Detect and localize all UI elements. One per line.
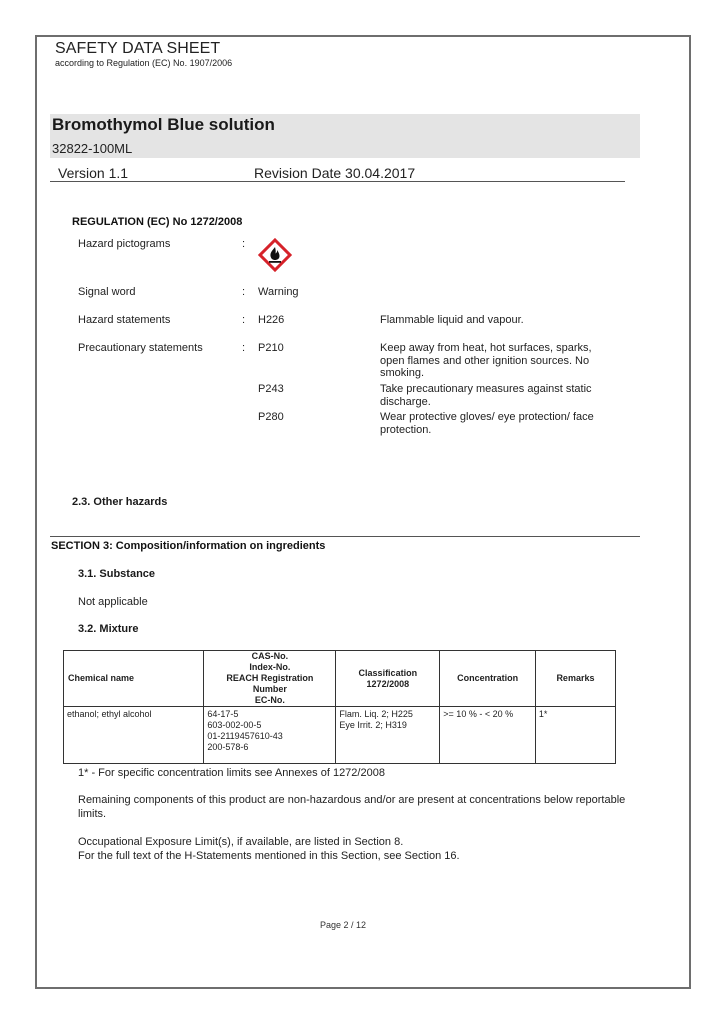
- hazard-code: H226: [258, 314, 285, 326]
- precaution-text: Take precautionary measures against static discharge.: [380, 383, 592, 408]
- colon: :: [242, 342, 246, 354]
- table-header-row: [64, 651, 616, 707]
- page-number: Page 2 / 12: [320, 920, 367, 930]
- header-reach-number: Number: [252, 684, 287, 694]
- footnote: 1* - For specific concentration limits see Annexes of 1272/2008: [78, 767, 385, 779]
- signal-word-label: Signal word: [78, 286, 136, 298]
- reach-number: 01-2119457610-43: [207, 731, 283, 741]
- hazard-text: Flammable liquid and vapour.: [380, 314, 524, 326]
- header-identifiers: [204, 651, 336, 707]
- table-row: [64, 707, 616, 764]
- header-classification-line: 1272/2008: [366, 678, 410, 689]
- precaution-code: P210: [258, 342, 284, 354]
- header-classification: [336, 651, 440, 707]
- cell-concentration: >= 10 % - < 20 %: [440, 707, 536, 764]
- colon: :: [242, 314, 246, 326]
- h-statements-text: For the full text of the H-Statements mentioned in this Section, see Section 16.: [78, 850, 460, 862]
- precaution-text: Wear protective gloves/ eye protection/ face protection.: [380, 411, 594, 436]
- mixture-heading: 3.2. Mixture: [78, 623, 139, 635]
- ec-number: 200-578-6: [207, 742, 249, 752]
- precaution-code: P280: [258, 411, 284, 423]
- section-divider: [50, 536, 640, 537]
- oel-text: Occupational Exposure Limit(s), if available, are listed in Section 8.: [78, 836, 404, 848]
- header-concentration: Concentration: [440, 651, 536, 707]
- precaution-code: P243: [258, 383, 284, 395]
- colon: :: [242, 286, 246, 298]
- classification-line: Eye Irrit. 2; H319: [339, 720, 407, 730]
- cell-classification: [336, 707, 440, 764]
- other-hazards-heading: 2.3. Other hazards: [72, 496, 168, 508]
- remaining-components-text: Remaining components of this product are non-hazardous and/or are present at concentrations below reportable limits.: [78, 794, 626, 820]
- hazard-statements-label: Hazard statements: [78, 314, 171, 326]
- document-title: SAFETY DATA SHEET: [55, 40, 221, 57]
- cell-chemical-name: ethanol; ethyl alcohol: [64, 707, 204, 764]
- classification-line: Flam. Liq. 2; H225: [339, 709, 413, 719]
- colon: :: [242, 238, 246, 250]
- substance-text: Not applicable: [78, 596, 148, 608]
- header-classification-line: Classification: [358, 667, 418, 678]
- header-ec: EC-No.: [254, 695, 285, 705]
- composition-table: [63, 650, 616, 764]
- substance-heading: 3.1. Substance: [78, 568, 156, 580]
- cas-number: 64-17-5: [207, 709, 239, 719]
- header-divider: [50, 181, 625, 182]
- header-index: Index-No.: [249, 662, 291, 672]
- header-remarks: Remarks: [535, 651, 615, 707]
- document-subtitle: according to Regulation (EC) No. 1907/2006: [55, 58, 233, 68]
- product-name: Bromothymol Blue solution: [52, 115, 275, 134]
- flame-icon: [258, 238, 292, 272]
- product-code: 32822-100ML: [52, 141, 133, 156]
- cell-remarks: 1*: [535, 707, 615, 764]
- section-3-title: SECTION 3: Composition/information on ingredients: [51, 540, 326, 552]
- revision-date: Revision Date 30.04.2017: [254, 165, 416, 181]
- cell-identifiers: [204, 707, 336, 764]
- regulation-title: REGULATION (EC) No 1272/2008: [72, 216, 243, 228]
- header-reach: REACH Registration: [226, 673, 314, 683]
- pictograms-label: Hazard pictograms: [78, 238, 171, 250]
- precautionary-statements-label: Precautionary statements: [78, 342, 203, 354]
- precaution-text: Keep away from heat, hot surfaces, sparks, open flames and other ignition sources. No smoking.: [380, 342, 592, 379]
- header-cas: CAS-No.: [251, 651, 289, 661]
- signal-word-value: Warning: [258, 286, 299, 298]
- version: Version 1.1: [58, 165, 129, 181]
- header-chemical-name: Chemical name: [64, 651, 204, 707]
- index-number: 603-002-00-5: [207, 720, 262, 730]
